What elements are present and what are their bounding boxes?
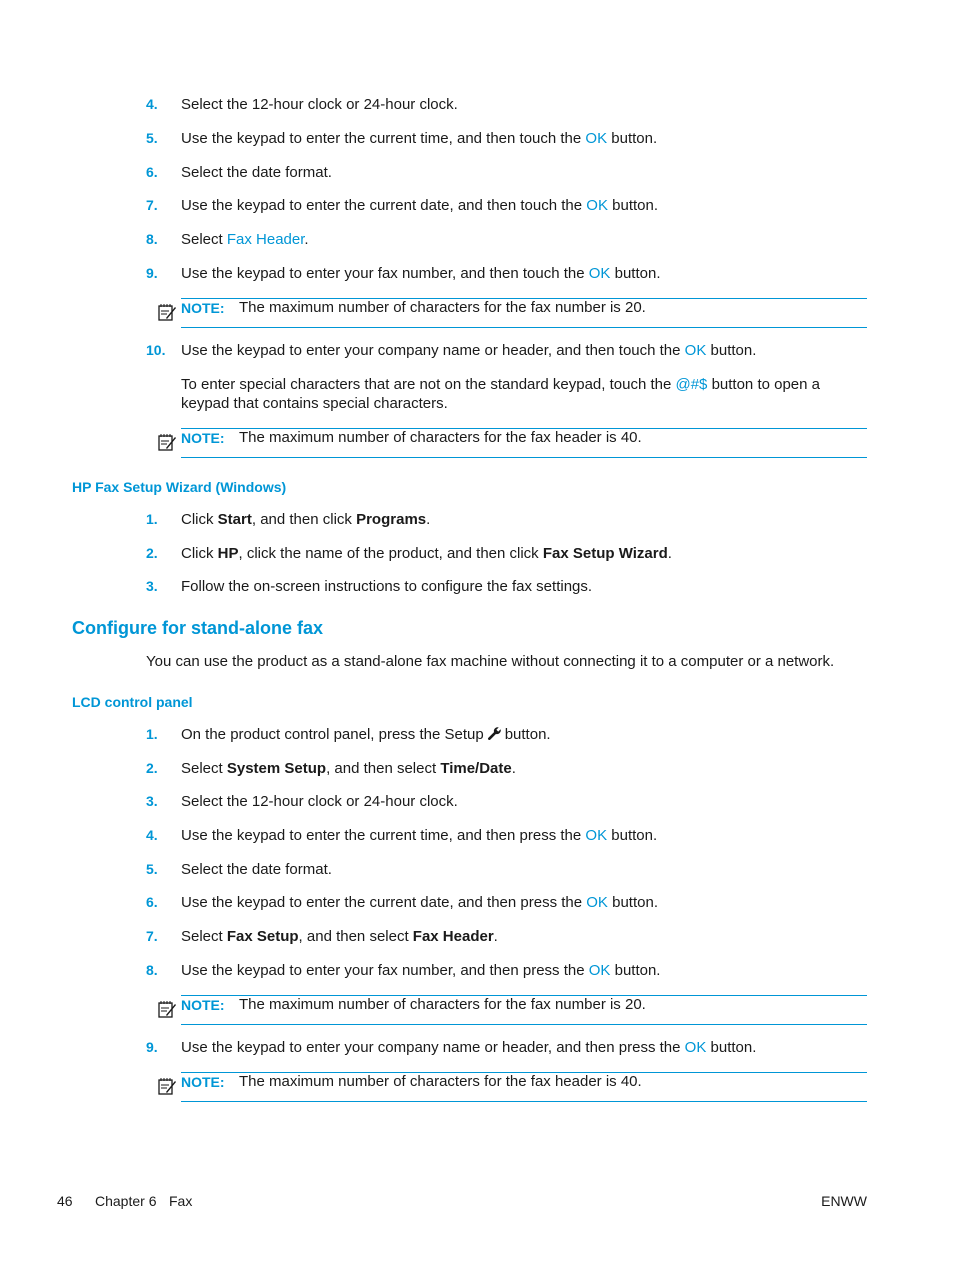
step-paragraph-line2: keypad that contains special characters. [181, 395, 448, 412]
note-text: The maximum number of characters for the fax header is 40. [239, 429, 642, 446]
note-icon [157, 999, 177, 1019]
step-number: 7. [146, 197, 158, 213]
ok-button-ref: OK [684, 1039, 707, 1056]
step-number: 10. [146, 342, 166, 358]
ok-button-ref: OK [684, 342, 707, 359]
step-number: 5. [146, 861, 158, 877]
step-text: Select the 12-hour clock or 24-hour clock. [181, 793, 458, 810]
step-number: 7. [146, 928, 158, 944]
step-text: Use the keypad to enter the current time, and then press the OK button. [181, 827, 658, 844]
footer-locale: ENWW [821, 1193, 867, 1209]
special-chars-button-ref: @#$ [675, 376, 708, 393]
step-paragraph: To enter special characters that are not on the standard keypad, touch the @#$ button to open a [181, 376, 821, 393]
ok-button-ref: OK [588, 962, 611, 979]
ok-button-ref: OK [588, 265, 611, 282]
step-number: 4. [146, 827, 158, 843]
page-heading: Configure for stand-alone fax [72, 618, 324, 638]
step-text: Follow the on-screen instructions to configure the fax settings. [181, 578, 593, 595]
step-text: Use the keypad to enter the current date, and then touch the OK button. [181, 197, 659, 214]
step-number: 8. [146, 231, 158, 247]
ok-button-ref: OK [585, 130, 608, 147]
note-label: NOTE: [181, 300, 225, 316]
step-text: Use the keypad to enter your company name or header, and then touch the OK button. [181, 342, 757, 359]
page-number: 46 [57, 1193, 73, 1209]
step-number: 1. [146, 726, 158, 742]
step-text: Use the keypad to enter the current time, and then touch the OK button. [181, 130, 658, 147]
note-icon [157, 302, 177, 322]
ok-button-ref: OK [585, 827, 608, 844]
section-heading: HP Fax Setup Wizard (Windows) [72, 479, 287, 495]
note-box [181, 1072, 867, 1102]
step-number: 1. [146, 511, 158, 527]
step-number: 3. [146, 578, 158, 594]
note-label: NOTE: [181, 430, 225, 446]
note-icon [157, 432, 177, 452]
note-label: NOTE: [181, 1074, 225, 1090]
step-number: 4. [146, 96, 158, 112]
step-text: On the product control panel, press the Setup button. [181, 726, 551, 743]
note-text: The maximum number of characters for the fax header is 40. [239, 1073, 642, 1090]
footer-chapter: Chapter 6 [95, 1193, 157, 1209]
step-text: Select the date format. [181, 164, 332, 181]
step-text: Use the keypad to enter your fax number, and then press the OK button. [181, 962, 661, 979]
step-text: Select the 12-hour clock or 24-hour clock. [181, 96, 458, 113]
step-text: Select Fax Setup, and then select Fax Header. [181, 928, 498, 945]
step-number: 9. [146, 265, 158, 281]
step-number: 6. [146, 894, 158, 910]
step-number: 6. [146, 164, 158, 180]
step-number: 8. [146, 962, 158, 978]
wrench-icon [487, 726, 502, 741]
step-number: 5. [146, 130, 158, 146]
note-box [181, 428, 867, 458]
step-number: 9. [146, 1039, 158, 1055]
step-text: Use the keypad to enter your fax number, and then touch the OK button. [181, 265, 661, 282]
footer-section: Fax [169, 1193, 193, 1209]
section-heading: LCD control panel [72, 694, 193, 710]
step-text: Select the date format. [181, 861, 332, 878]
note-text: The maximum number of characters for the fax number is 20. [239, 299, 646, 316]
note-icon [157, 1076, 177, 1096]
note-box [181, 298, 867, 328]
step-number: 2. [146, 545, 158, 561]
step-text: Use the keypad to enter the current date, and then press the OK button. [181, 894, 658, 911]
step-text: Click Start, and then click Programs. [181, 511, 431, 528]
ok-button-ref: OK [586, 197, 608, 214]
step-number: 3. [146, 793, 158, 809]
note-text: The maximum number of characters for the fax number is 20. [239, 996, 646, 1013]
intro-paragraph: You can use the product as a stand-alone fax machine without connecting it to a computer or a network. [146, 653, 835, 670]
step-text: Click HP, click the name of the product, and then click Fax Setup Wizard. [181, 545, 672, 562]
step-text: Select System Setup, and then select Time/Date. [181, 760, 516, 777]
step-number: 2. [146, 760, 158, 776]
step-text: Select Fax Header. [181, 231, 309, 248]
ok-button-ref: OK [586, 894, 608, 911]
note-label: NOTE: [181, 997, 225, 1013]
step-text: Use the keypad to enter your company name or header, and then press the OK button. [181, 1039, 757, 1056]
fax-header-ref: Fax Header [226, 231, 305, 248]
note-box [181, 995, 867, 1025]
